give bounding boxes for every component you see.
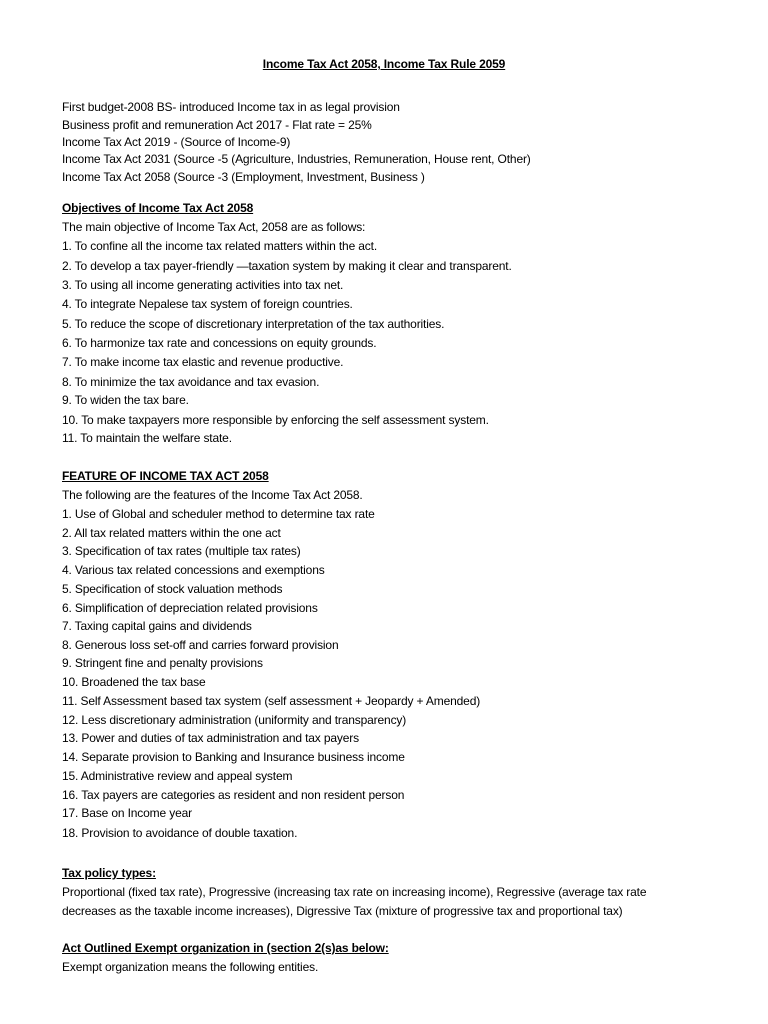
feature-item: 4. Various tax related concessions and exemptions (62, 563, 325, 577)
objective-item: 7. To make income tax elastic and revenue productive. (62, 355, 344, 369)
policy-line: Proportional (fixed tax rate), Progressive (increasing tax rate on increasing income), Regressive (average tax rate (62, 885, 647, 899)
objective-item: 2. To develop a tax payer-friendly —taxation system by making it clear and transparent. (62, 259, 512, 273)
feature-item: 13. Power and duties of tax administration and tax payers (62, 731, 359, 745)
feature-item: 1. Use of Global and scheduler method to determine tax rate (62, 507, 375, 521)
objective-item: 5. To reduce the scope of discretionary interpretation of the tax authorities. (62, 317, 445, 331)
feature-item: 2. All tax related matters within the one act (62, 526, 281, 540)
feature-item: 14. Separate provision to Banking and Insurance business income (62, 750, 405, 764)
objective-item: 10. To make taxpayers more responsible by enforcing the self assessment system. (62, 413, 489, 427)
feature-item: 5. Specification of stock valuation methods (62, 582, 283, 596)
exempt-heading: Act Outlined Exempt organization in (section 2(s)as below: (62, 941, 389, 955)
feature-item: 12. Less discretionary administration (uniformity and transparency) (62, 713, 407, 727)
policy-heading: Tax policy types: (62, 866, 156, 880)
feature-item: 15. Administrative review and appeal system (62, 769, 293, 783)
objective-item: 6. To harmonize tax rate and concessions on equity grounds. (62, 336, 377, 350)
policy-line: decreases as the taxable income increases), Digressive Tax (mixture of progressive tax and proportional tax) (62, 904, 623, 918)
objective-item: 1. To confine all the income tax related matters within the act. (62, 239, 378, 253)
intro-line: First budget-2008 BS- introduced Income tax in as legal provision (62, 100, 400, 114)
feature-item: 7. Taxing capital gains and dividends (62, 619, 252, 633)
feature-item: 6. Simplification of depreciation related provisions (62, 601, 318, 615)
feature-item: 8. Generous loss set-off and carries forward provision (62, 638, 339, 652)
intro-line: Income Tax Act 2031 (Source -5 (Agriculture, Industries, Remuneration, House rent, Other) (62, 152, 531, 166)
feature-item: 18. Provision to avoidance of double taxation. (62, 826, 298, 840)
feature-item: 3. Specification of tax rates (multiple tax rates) (62, 544, 301, 558)
feature-item: 17. Base on Income year (62, 806, 192, 820)
features-lead: The following are the features of the Income Tax Act 2058. (62, 488, 363, 502)
features-heading: FEATURE OF INCOME TAX ACT 2058 (62, 469, 269, 483)
objective-item: 8. To minimize the tax avoidance and tax evasion. (62, 375, 320, 389)
objectives-lead: The main objective of Income Tax Act, 2058 are as follows: (62, 220, 366, 234)
objective-item: 11. To maintain the welfare state. (62, 431, 232, 445)
feature-item: 10. Broadened the tax base (62, 675, 206, 689)
intro-line: Income Tax Act 2019 - (Source of Income-9) (62, 135, 291, 149)
objective-item: 3. To using all income generating activities into tax net. (62, 278, 344, 292)
feature-item: 11. Self Assessment based tax system (self assessment + Jeopardy + Amended) (62, 694, 481, 708)
objective-item: 4. To integrate Nepalese tax system of foreign countries. (62, 297, 353, 311)
feature-item: 16. Tax payers are categories as resident and non resident person (62, 788, 405, 802)
intro-line: Income Tax Act 2058 (Source -3 (Employment, Investment, Business ) (62, 170, 425, 184)
document-title: Income Tax Act 2058, Income Tax Rule 2059 (262, 57, 506, 71)
objectives-heading: Objectives of Income Tax Act 2058 (62, 201, 254, 215)
intro-line: Business profit and remuneration Act 2017 - Flat rate = 25% (62, 118, 372, 132)
feature-item: 9. Stringent fine and penalty provisions (62, 656, 263, 670)
exempt-lead: Exempt organization means the following entities. (62, 960, 319, 974)
objective-item: 9. To widen the tax bare. (62, 393, 189, 407)
